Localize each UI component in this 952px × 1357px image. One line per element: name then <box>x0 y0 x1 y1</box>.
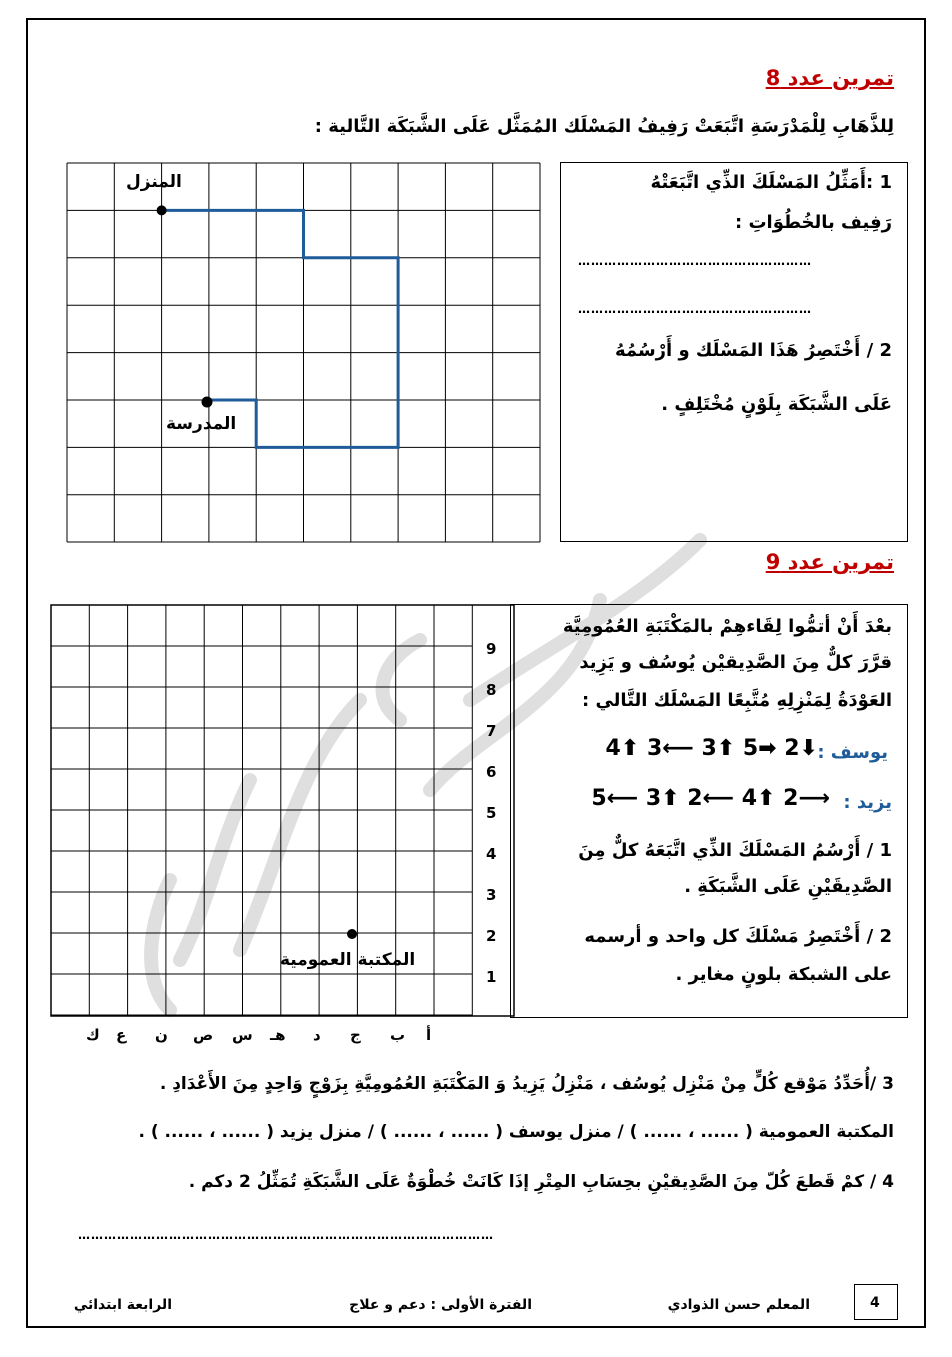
row-label: 8 <box>486 681 497 699</box>
col-label: ع <box>116 1026 127 1044</box>
footer-teacher: المعلم حسن الذوادي <box>667 1297 810 1313</box>
label-school: المدرسة <box>166 414 237 434</box>
col-label: س <box>232 1026 253 1044</box>
ex8-q2-line1: 2 / أَخْتَصِرُ هَذَا المَسْلَك و أَرْسُمُهُ <box>614 340 892 361</box>
row-label: 3 <box>486 886 497 904</box>
ex9-q1-line1: 1 / أَرْسُمُ المَسْلَكَ الذِّي اتَّبَعَهُ كلٌّ مِنَ <box>578 840 892 861</box>
row-label: 5 <box>486 804 497 822</box>
col-label: ك <box>86 1026 100 1044</box>
ex9-q4: 4 / كمْ قَطعَ كُلّ مِنَ الصَّدِيقيْنِ بحِسَابِ المِتْرِ إذَا كَانَتْ خُطْوَةٌ عَلَى الشَّبَكَةِ تُمَثِّلُ 2 دكم . <box>188 1172 894 1192</box>
ex8-q1-line2: رَفِيف بالخُطُوَاتِ : <box>735 212 892 233</box>
page-number: 4 <box>870 1295 880 1311</box>
row-label: 6 <box>486 763 497 781</box>
youssef-label: يوسف : <box>817 742 888 763</box>
exercise-8-grid <box>66 162 542 544</box>
ex8-answer-dots-2[interactable]: ……………………………………………… <box>578 302 812 316</box>
exercise-8-title: تمرين عدد 8 <box>765 66 894 90</box>
footer-level: الرابعة ابتدائي <box>73 1297 172 1313</box>
youssef-path: 4⬆ 3⟵ 3⬆ 5➡ 2⬇ <box>605 736 818 761</box>
footer-period: الفترة الأولى : دعم و علاج <box>349 1297 532 1313</box>
col-label: هـ <box>270 1026 286 1044</box>
ex9-q2-line1: 2 / أَخْتَصِرُ مَسْلَكَ كل واحد و أرسمه <box>584 926 892 947</box>
ex8-answer-dots-1[interactable]: ……………………………………………… <box>578 254 812 268</box>
label-home: المنزل <box>126 172 182 192</box>
ex9-q4-answer-dots[interactable]: …………………………………………………………………………………… <box>78 1228 494 1242</box>
ex9-q1-line2: الصَّدِيقَيْنِ عَلَى الشَّبَكَةِ . <box>684 876 892 897</box>
ex9-paragraph-line3: العَوْدَةُ لِمَنْزِلِهِ مُتَّبِعًا المَسْلَك التَّالي : <box>582 690 892 711</box>
ex9-q3-fill[interactable]: المكتبة العمومية ( ...... ، ...... ) / منزل يوسف ( ...... ، ...... ) / منزل يزيد ( ...... ، ...... ) . <box>138 1122 894 1142</box>
col-label: ج <box>350 1026 361 1044</box>
col-label: ن <box>155 1026 168 1044</box>
row-label: 7 <box>486 722 497 740</box>
row-label: 9 <box>486 640 497 658</box>
yazid-path: 5⟵ 3⬆ 2⟵ 4⬆ 2⟶ <box>591 786 830 811</box>
ex9-paragraph-line1: بعْدَ أَنْ أتمُّوا لِقَاءهِمْ بالمَكْتَبَةِ العُمُومِيَّة <box>562 616 892 637</box>
ex9-q3: 3 /أُحَدِّدُ مَوْقع كُلٍّ مِنْ مَنْزِل يُوسُف ، مَنْزِلُ يَزِيدُ وَ المَكْتَبَةِ العُمُومِيَّةِ بِزَوْجٍ وَاحِدٍ مِنَ الأَعْدَادِ . <box>159 1074 894 1094</box>
ex8-q2-line2: عَلَى الشَّبَكَة بِلَوْنٍ مُخْتَلِفٍ . <box>661 394 892 415</box>
exercise-8-intro: لِلذَّهَابِ لِلْمَدْرَسَةِ اتَّبَعَتْ رَفِيفُ المَسْلَك المُمَثَّل عَلَى الشَّبَكَة التَّالية : <box>314 116 894 137</box>
row-label: 4 <box>486 845 497 863</box>
yazid-label: يزيد : <box>843 792 892 813</box>
school-point <box>202 397 213 408</box>
ex9-paragraph-line2: قرَّرَ كلٌّ مِنَ الصَّدِيقيْن يُوسُف و يَزِيد <box>579 652 892 673</box>
exercise-9-title: تمرين عدد 9 <box>765 550 894 574</box>
home-point <box>157 205 167 215</box>
label-library: المكتبة العمومية <box>280 950 416 970</box>
row-label: 2 <box>486 927 497 945</box>
library-point <box>347 929 357 939</box>
ex9-q2-line2: على الشبكة بلونٍ مغاير . <box>675 964 892 985</box>
col-label: ص <box>193 1026 214 1044</box>
rafif-path <box>162 210 399 447</box>
col-label: د <box>313 1026 321 1044</box>
col-label: أ <box>426 1026 432 1044</box>
row-label: 1 <box>486 968 497 986</box>
col-label: ب <box>390 1026 406 1044</box>
ex8-q1-line1: 1 :أَمَثِّلُ المَسْلَكَ الذِّي اتَّبَعَتْهُ <box>650 172 892 193</box>
